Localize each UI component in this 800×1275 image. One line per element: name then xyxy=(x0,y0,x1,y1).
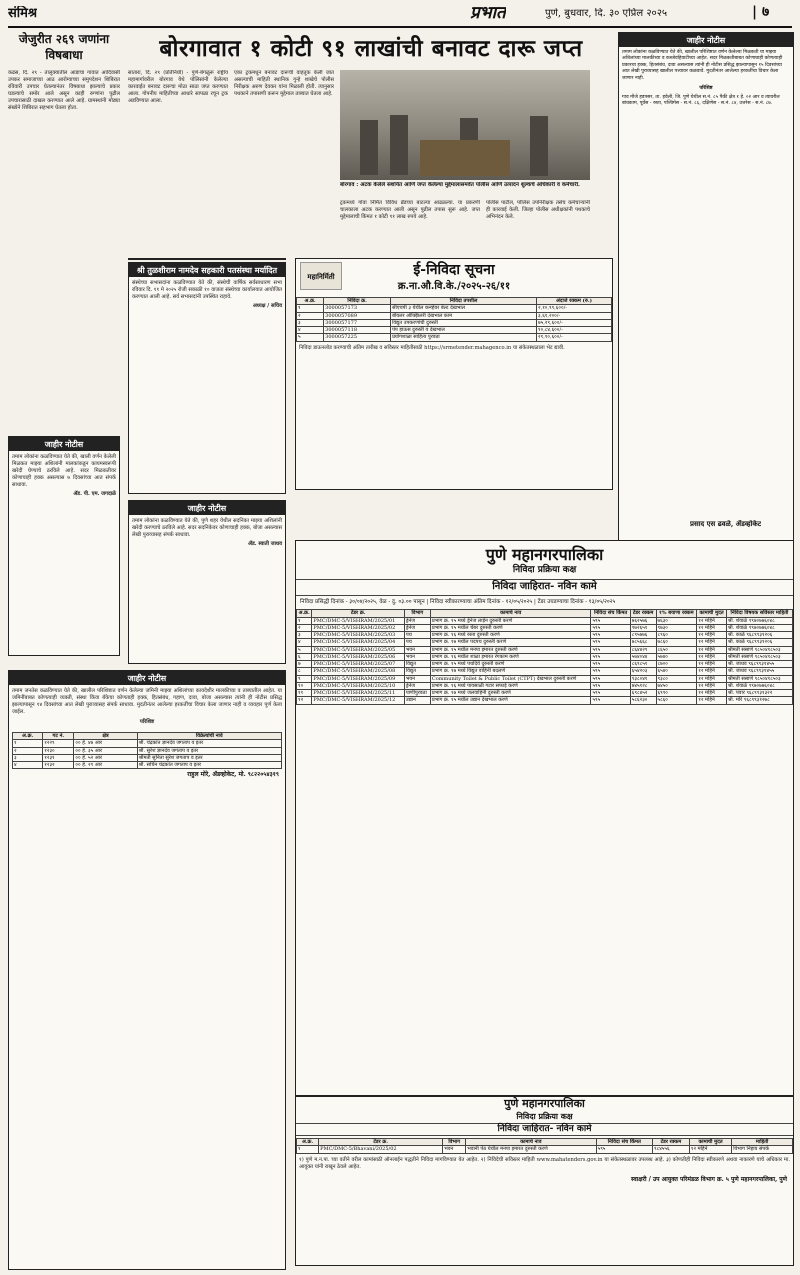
pmc-cell: PMC/DMC-5/VISHRAM/2025/11 xyxy=(312,690,404,697)
pmc-row xyxy=(297,690,793,697)
pmc-header-cell: विभाग xyxy=(404,610,430,617)
bottom-notice-sign: राहुल मोरे, ॲडव्होकेट, मो. ९८२२०५४३१९ xyxy=(187,771,279,779)
photo-caption: बोरगाव : अटक केलेले संशयित आणि जप्त केलेल्या मुद्देमालासमवेत पोलीस आणि उत्पादन शुल्कचे अधिकारी व कर्मचारी. xyxy=(340,182,580,188)
pmc-cell: ड्रेनेज xyxy=(404,682,430,689)
pmc-cell: ड्रेनेज xyxy=(404,617,430,624)
tender1-ref: क्र.ना.औ.वि.के./२०२५-२६/११ xyxy=(397,280,511,292)
tender1-cell: ४ xyxy=(297,327,324,334)
pmc-cell: श्रीमती ससाणे ९८५०४१८५०३ xyxy=(726,653,792,660)
pmc-cell: प्रभाग क्र. १६ मध्ये रस्ता दुरुस्ती करणे xyxy=(430,632,591,639)
bottom-notice-cell: १२३१ xyxy=(43,754,74,761)
tender1-cell: 3000057089 xyxy=(324,312,391,319)
pmc-cell: ७८५६६८ xyxy=(630,639,656,646)
credit-society-sign: अध्यक्ष / सचिव xyxy=(252,303,282,310)
pmc-cell: प्रभाग क्र. १५ मधील मनपा इमारत दुरुस्ती करणे xyxy=(430,646,591,653)
pmc2-sign: स्वाक्षरी / उप आयुक्त परिमंडळ विभाग क्र. ५ पुणे महानगरपालिका, पुणे xyxy=(630,1175,787,1183)
pmc-cell: ७ xyxy=(297,661,312,668)
pmc-cell: प्रभाग क्र. १७ मधील पदपथ दुरुस्ती करणे xyxy=(430,639,591,646)
left-story-body: कढस, दि. २९ - तालुक्यातील आडाचा गावात आदिवासी उपकर समाजाच्या आठ आरोग्याच्या समुपदेशन शिबिरात रविवारी उपचार घेतल्यानंतर विषबाधा झाल्याचे प्रकार घडल्याचे समोर आले असून काही रुग्णांना पुढील उपचारासाठी दाखल करण्यात आले आहे. ग्रामस्थांनी मोठ्या संख्येने शिबिरात सहभाग घेतला होता. xyxy=(8,70,120,112)
pmc-header-cell: टेंडर रक्कम xyxy=(630,610,656,617)
pmc-cell: १० xyxy=(297,682,312,689)
section-label: संमिश्र xyxy=(8,6,38,21)
pmc-cell: १२ महिने xyxy=(697,668,727,675)
pmc-cell: १२ महिने xyxy=(697,675,727,682)
pmc-cell: भवन xyxy=(404,646,430,653)
pmc-header-cell: निविदा संच किंमत xyxy=(591,610,630,617)
mahagenco-logo: महानिर्मिती xyxy=(300,262,342,290)
pmc-cell: Community Toilet & Public Toilet (CTPT) देखभाल दुरुस्ती करणे xyxy=(430,675,591,682)
main-story-col-2: एका ट्रकमधून बनावट दारूची वाहतूक केली जात असल्याची माहिती स्थानिक गुन्हे शाखेचे पोलीस निरीक्षक अरुण देवकर यांना मिळाली होती. त्यानुसार पथकाने तपासणी करून मुद्देमाल ताब्यात घेतला आहे. xyxy=(234,70,334,98)
pmc-cell: PMC/DMC-5/VISHRAM/2025/03 xyxy=(312,632,404,639)
pmc2-table xyxy=(296,1138,793,1154)
pmc-cell: ९७२६५१ xyxy=(630,624,656,631)
pmc-cell: ८६९८५१ xyxy=(630,661,656,668)
bottom-notice-row xyxy=(13,740,282,747)
tender1-header-cell: अ.क्र. xyxy=(297,298,324,305)
tender1-cell: १ xyxy=(297,305,324,312)
pmc-cell: ८९६० xyxy=(656,632,697,639)
pmc-cell: ७४५१२८ xyxy=(630,682,656,689)
pmc-cell: ५७४०४४ xyxy=(630,653,656,660)
pmc-cell: १२ महिने xyxy=(697,639,727,646)
tender1-cell: ३ xyxy=(297,319,324,326)
pmc-cell: ८६५० xyxy=(656,646,697,653)
pmc-cell: PMC/DMC-5/VISHRAM/2025/07 xyxy=(312,661,404,668)
tender1-row xyxy=(297,305,612,312)
pmc-cell: PMC/DMC-5/VISHRAM/2025/01 xyxy=(312,617,404,624)
news-photo xyxy=(340,70,590,180)
pmc-cell: ८७०० xyxy=(656,661,697,668)
tender1-cell: ७५,२९,६००/- xyxy=(537,319,612,326)
tender1-cell: २ xyxy=(297,312,324,319)
small-notice-title: जाहीर नोटीस xyxy=(129,501,285,515)
pmc-cell: ९ xyxy=(297,675,312,682)
pmc-cell: १२ महिने xyxy=(697,653,727,660)
pmc-cell: ३ xyxy=(297,632,312,639)
tender1-cell: ३,६१,२००/- xyxy=(537,312,612,319)
tender1-row xyxy=(297,334,612,341)
pmc-cell: श्री. जाधव ९६८९९३१४५५ xyxy=(726,668,792,675)
tender1-cell: 3000057177 xyxy=(324,319,391,326)
pmc-cell: १२ महिने xyxy=(697,661,727,668)
left-notice-body: तमाम लोकांना कळविण्यात येते की, खाली वर्णन केलेली मिळकत माझ्या अशिलांनी मालकांकडून कायमस्वरूपी खरेदी घेण्याचे ठरविले आहे. सदर मिळकतीवर कोणाचाही हक्क असल्यास ७ दिवसांच्या आत संपर्क साधावा. xyxy=(12,454,116,489)
bottom-notice-cell: श्री. सुरेश ज्ञानदेव जगताप व इतर xyxy=(137,747,281,754)
pmc-header-cell: कामाचे नाव xyxy=(430,610,591,617)
pmc-cell: ८ xyxy=(297,668,312,675)
pmc-cell: ५९५ xyxy=(591,632,630,639)
pmc-banner: निविदा जाहिरात- नविन कामे xyxy=(296,579,793,596)
right-notice-schedule-title: परिशिष्ट xyxy=(699,85,713,92)
pmc-cell: ४ xyxy=(297,639,312,646)
pmc-cell: ११ xyxy=(297,690,312,697)
right-public-notice xyxy=(618,32,794,542)
credit-society-title: श्री तुळशीराम नामदेव सहकारी पतसंस्था मर्यादित xyxy=(129,263,285,277)
pmc-cell: ५९५ xyxy=(591,646,630,653)
credit-society-body: संस्थेच्या सभासदांना कळविण्यात येते की, संस्थेची वार्षिक सर्वसाधारण सभा रविवार दि. ११ मे २०२५ रोजी सकाळी १० वाजता संस्थेच्या कार्यालयात आयोजित करण्यात आली आहे. सर्व सभासदांनी उपस्थित राहावे. xyxy=(132,280,282,301)
pmc-cell: PMC/DMC-5/VISHRAM/2025/10 xyxy=(312,682,404,689)
bottom-notice-cell: १ xyxy=(13,740,43,747)
pmc2-header-cell: टेंडर क्र. xyxy=(319,1139,443,1146)
pmc-cell: ६ xyxy=(297,653,312,660)
pmc-cell: ५९५ xyxy=(591,653,630,660)
pmc-cell: १२ महिने xyxy=(697,646,727,653)
pmc-cell: ५९५ xyxy=(591,675,630,682)
pmc-cell: PMC/DMC-5/VISHRAM/2025/02 xyxy=(312,624,404,631)
pmc-cell: विद्युत xyxy=(404,668,430,675)
small-notice-body: तमाम लोकांना कळविण्यात येते की, पुणे शहर येथील सदनिका माझ्या अशिलांनी खरेदी करण्याचे ठरविले आहे. सदर सदनिकेवर कोणाचाही हक्क, बोजा असल्यास लेखी पुराव्यासह संपर्क साधावा. xyxy=(132,518,282,539)
pmc-cell: १२ महिने xyxy=(697,632,727,639)
bottom-notice-cell: श्री. चंद्रकांत ज्ञानदेव जगताप व इतर xyxy=(137,740,281,747)
pmc-row xyxy=(297,646,793,653)
bottom-notice-body: तमाम जनतेस कळविण्यात येते की, खालील परिशिष्टात वर्णन केलेल्या जमिनी माझ्या अशिलांच्या कायदेशीर मालकीच्या व ताब्यातील आहेत. या जमिनींबाबत कोणत्याही व्यक्ती, संस्था किंवा बँकेचा कोणताही हक्क, हितसंबंध, गहाण, दावा, बोजा असल्यास त्यांनी ही नोटीस प्रसिद्ध झाल्यापासून १४ दिवसांच्या आत लेखी पुराव्यासह संपर्क साधावा. मुदतीनंतर आलेल्या हरकतींचा विचार केला जाणार नाही व व्यवहार पूर्ण केला जाईल. xyxy=(12,688,282,716)
pmc-cell: ५८६० xyxy=(656,697,697,704)
pmc-cell: प्रभाग क्र. १६ मधील शाळा इमारत रंगकाम करणे xyxy=(430,653,591,660)
bottom-notice-cell: २ xyxy=(13,747,43,754)
tender1-cell: 3000057225 xyxy=(324,334,391,341)
pmc-cell: ९३८०४१ xyxy=(630,675,656,682)
pmc-cell: ड्रेनेज xyxy=(404,624,430,631)
pmc-cell: १२ महिने xyxy=(697,624,727,631)
tender1-row xyxy=(297,312,612,319)
pmc-row xyxy=(297,653,793,660)
pmc-cell: ७६३० xyxy=(656,617,697,624)
bottom-notice-cell: ०० हे. २९ आर xyxy=(74,762,137,769)
tender1-cell: बॉयलर ऑक्झिलरी देखभाल काम xyxy=(391,312,537,319)
tender1-cell: २,१०,९९,६००/- xyxy=(537,305,612,312)
bottom-notice-row xyxy=(13,762,282,769)
pmc-row xyxy=(297,697,793,704)
pmc2-cell: PMC/DMC-5/Bhavani/2025/02 xyxy=(319,1146,443,1153)
pmc-cell: प्रभाग क्र. १५ मध्ये ड्रेनेज लाईन दुरुस्ती करणे xyxy=(430,617,591,624)
pmc-cell: ७६२५७६ xyxy=(630,617,656,624)
pmc-cell: ५८६२३० xyxy=(630,697,656,704)
pmc-cell: प्रभाग क्र. १७ मध्ये विद्युत वाहिनी बदलणे xyxy=(430,668,591,675)
bottom-notice-table xyxy=(12,732,282,769)
pmc-row xyxy=(297,639,793,646)
tender1-header-cell: निविदा तपशील xyxy=(391,298,537,305)
right-notice-stamp: प्रसाद एस ढवळे, ॲडव्होकेट xyxy=(690,520,762,528)
pmc-dates: निविदा प्रसिद्धी दिनांक - ३०/०४/२०२५, वेळ - दु. ०३.०० पासून | निविदा स्वीकारण्याचा अंतिम दिनांक - १२/०५/२०२५ | टेंडर उघडण्याचा दिनांक - १३/०५/२०२५ xyxy=(300,598,616,605)
pmc-row xyxy=(297,624,793,631)
pmc2-header-cell: कामाचे नाव xyxy=(466,1139,596,1146)
pmc-cell: PMC/DMC-5/VISHRAM/2025/05 xyxy=(312,646,404,653)
small-public-notice xyxy=(128,500,286,664)
pmc-cell: भवन xyxy=(404,653,430,660)
pmc2-header-cell: विभाग xyxy=(443,1139,466,1146)
pmc-cell: १ xyxy=(297,617,312,624)
pmc-cell: श्री. काळे ९६८९९३१२०६ xyxy=(726,639,792,646)
pmc-cell: ९३८० xyxy=(656,675,697,682)
pmc-cell: ५९५ xyxy=(591,617,630,624)
main-story-col-4: पोलीस पाटील, पोलिस उपनिरीक्षक तसेच कर्मचाऱ्यांनी ही कारवाई केली. जिल्हा पोलीस अधीक्षकांनी पथकाचे अभिनंदन केले. xyxy=(486,200,590,221)
pmc-header-cell: १% बयाणा रक्कम xyxy=(656,610,697,617)
pmc-cell: ६५४२०३ xyxy=(630,668,656,675)
pmc-tender-notice xyxy=(295,540,794,1096)
tender1-cell: पंप हाऊस दुरुस्ती व देखभाल xyxy=(391,327,537,334)
pmc-cell: श्री. मोरे ९६८९९३१२७८ xyxy=(726,697,792,704)
right-notice-title: जाहीर नोटीस xyxy=(619,33,793,47)
pmc2-header-cell: कामाची मुदत xyxy=(689,1139,731,1146)
tender1-cell: 3000057118 xyxy=(324,327,391,334)
tender1-row xyxy=(297,327,612,334)
pmc-cell: श्रीमती ससाणे ९८५०४१८५०३ xyxy=(726,646,792,653)
bottom-notice-cell: ०० हे. ४७ आर xyxy=(74,740,137,747)
pmc-subtitle: निविदा प्रक्रिया कक्ष xyxy=(512,565,577,575)
pmc2-notes: १) पुणे म.न.पा. च्या वतीने वरील कामांसाठी ऑनलाईन पद्धतीने निविदा मागविण्यात येत आहेत. २) निविदेची सविस्तर माहिती www.mahatenders.gov.in या संकेतस्थळावर उपलब्ध आहे. ३) कोणतीही निविदा स्वीकारणे अथवा नाकारणे याचे अधिकार मा. आयुक्त यांनी राखून ठेवले आहेत. xyxy=(299,1156,790,1170)
pmc-cell: १२ महिने xyxy=(697,690,727,697)
tender1-cell: सीएचपी ३ येथील कन्व्हेयर बेल्ट देखभाल xyxy=(391,305,537,312)
pmc-cell: प्रभाग क्र. १५ मध्ये पथदिवे दुरुस्ती करणे xyxy=(430,661,591,668)
main-headline: बोरगावात १ कोटी ९१ लाखांची बनावट दारू जप्त xyxy=(159,35,583,62)
bottom-notice-row xyxy=(13,747,282,754)
bottom-notice-row xyxy=(13,754,282,761)
bottom-notice-cell: ०० हे. ३५ आर xyxy=(74,747,137,754)
tender1-title: ई-निविदा सूचना xyxy=(413,262,495,278)
left-public-notice xyxy=(8,436,120,656)
pmc2-cell: विभाग निहाय संपर्क xyxy=(732,1146,793,1153)
pmc-cell: ६९८४५२ xyxy=(630,690,656,697)
pmc-cell: श्री. पवार ९६८९९३१३२२ xyxy=(726,690,792,697)
pmc-cell: ५९५ xyxy=(591,682,630,689)
left-story-title: जेजुरीत २६९ जणांना विषबाधा xyxy=(18,32,110,62)
pmc-cell: ७४५० xyxy=(656,682,697,689)
pmc2-cell: १२ महिने xyxy=(689,1146,731,1153)
pmc2-title: पुणे महानगरपालिका xyxy=(504,1097,585,1110)
pmc2-subtitle: निविदा प्रक्रिया कक्ष xyxy=(516,1110,573,1121)
pmc-cell: ८६४४२९ xyxy=(630,646,656,653)
pmc2-header-cell: निविदा संच किंमत xyxy=(596,1139,652,1146)
main-story-col-1: सातारा, दि. २९ (प्रतिनिधी) - पुणे-बेंगळुरू राष्ट्रीय महामार्गावरील बोरगाव येथे पोलिसांनी केलेल्या कारवाईत बनावट दारूचा मोठा साठा जप्त करण्यात आला. गोपनीय माहितीच्या आधारे सापळा रचून ट्रक अडविण्यात आला. xyxy=(128,70,228,105)
right-notice-schedule: गाव मौजे हडपसर, ता. हवेली, जि. पुणे येथील स.नं. ८५ पैकी क्षेत्र १ हे. ०२ आर व त्यावरील बांधकाम, पूर्वेस - रस्ता, पश्चिमेस - स.नं. ८६, दक्षिणेस - स.नं. ८४, उत्तरेस - स.नं. ८७. xyxy=(622,94,780,107)
pmc2-cell: ५९५ xyxy=(596,1146,652,1153)
pmc-cell: पाणीपुरवठा xyxy=(404,690,430,697)
bottom-notice-title: जाहीर नोटीस xyxy=(9,671,285,685)
pmc-cell: PMC/DMC-5/VISHRAM/2025/09 xyxy=(312,675,404,682)
tender1-row xyxy=(297,319,612,326)
pmc2-header-cell: अ.क्र. xyxy=(297,1139,319,1146)
pmc2-cell: भवन xyxy=(443,1146,466,1153)
pmc-table xyxy=(296,609,793,704)
pmc-cell: श्री. जाधव ९६८९९३१४५५ xyxy=(726,661,792,668)
bottom-notice-cell: श्रीमती सुनिता सुरेश जगताप व इतर xyxy=(137,754,281,761)
tender1-cell: विद्युत उपकरणांची दुरुस्ती xyxy=(391,319,537,326)
pmc-header-cell: अ.क्र. xyxy=(297,610,312,617)
pmc-cell: श्री. शेवाळे ९९७०७७६०४८ xyxy=(726,617,792,624)
bottom-notice-cell: ४ xyxy=(13,762,43,769)
pmc2-cell: भवानी पेठ येथील मनपा इमारत दुरुस्ती करणे xyxy=(466,1146,596,1153)
pmc-title: पुणे महानगरपालिका xyxy=(485,545,604,564)
pmc-row xyxy=(297,682,793,689)
pmc2-cell: १ xyxy=(297,1146,319,1153)
pmc-cell: श्रीमती ससाणे ९८५०४१८५०३ xyxy=(726,675,792,682)
pmc-cell: ५९५ xyxy=(591,668,630,675)
pmc-cell: १२ xyxy=(297,697,312,704)
pmc-header-cell: कामाची मुदत xyxy=(697,610,727,617)
pmc-header-cell: निविदा विषयक सविस्तर माहिती xyxy=(726,610,792,617)
pmc-row xyxy=(297,675,793,682)
tender1-cell: ५ xyxy=(297,334,324,341)
pmc2-header-cell: माहिती xyxy=(732,1139,793,1146)
pmc-row xyxy=(297,668,793,675)
bottom-notice-cell: १२२९ xyxy=(43,740,74,747)
pmc-cell: PMC/DMC-5/VISHRAM/2025/04 xyxy=(312,639,404,646)
pmc-cell: ५९५ xyxy=(591,697,630,704)
pmc2-header-cell: टेंडर रक्कम xyxy=(653,1139,690,1146)
pmc-cell: भवन xyxy=(404,675,430,682)
pmc-row xyxy=(297,632,793,639)
pmc-cell: पथ xyxy=(404,639,430,646)
pmc-cell: PMC/DMC-5/VISHRAM/2025/06 xyxy=(312,653,404,660)
left-notice-sign: ॲड. पी. एम. जगदाळे xyxy=(73,491,116,498)
pmc-cell: ५ xyxy=(297,646,312,653)
bottom-notice-cell: १२३० xyxy=(43,747,74,754)
credit-society-notice xyxy=(128,262,286,494)
pmc-cell: श्री. शेवाळे ९९७०७७६०४८ xyxy=(726,682,792,689)
pmc2-cell: ९८४५५६ xyxy=(653,1146,690,1153)
main-story-col-3: ट्रकमध्ये गोवा निर्मित विविध ब्रँडच्या बाटल्या आढळल्या. या प्रकरणी चालकाला अटक करण्यात आली असून पुढील तपास सुरू आहे. जप्त मुद्देमालाची किंमत १ कोटी ९१ लाख रुपये आहे. xyxy=(340,200,480,221)
bottom-notice-cell: ३ xyxy=(13,754,43,761)
pmc-cell: प्रभाग क्र. १६ मध्ये पावसाळी गटार सफाई करणे xyxy=(430,682,591,689)
bottom-notice-header-cell: अ.क्र. xyxy=(13,733,43,740)
tender1-cell: प्रयोगशाळा साहित्य पुरवठा xyxy=(391,334,537,341)
pmc-cell: ५९५ xyxy=(591,690,630,697)
pmc-cell: श्री. शेवाळे ९९७०७७६०४८ xyxy=(726,624,792,631)
pmc-cell: ६९९० xyxy=(656,690,697,697)
pmc-cell: १२ महिने xyxy=(697,697,727,704)
pmc2-row xyxy=(297,1146,793,1153)
bottom-notice-cell: १२३२ xyxy=(43,762,74,769)
right-notice-body: तमाम लोकांना कळविण्यात येते की, खालील परिशिष्टात वर्णन केलेल्या मिळकती या माझ्या अशिलांच्या मालकीच्या व कब्जेवहिवाटीच्या आहेत. सदर मिळकतीबाबत कोणाचाही कोणत्याही प्रकारचा हक्क, हितसंबंध, दावा असल्यास त्यांनी ही नोटीस प्रसिद्ध झाल्यापासून १५ दिवसांच्या आत लेखी पुराव्यासह खालील पत्त्यावर कळवावे. मुदतीनंतर आलेल्या हरकतींचा विचार केला जाणार नाही. xyxy=(622,50,783,81)
pmc2-banner: निविदा जाहिरात- नविन कामे xyxy=(296,1123,793,1136)
mahagenco-tender xyxy=(295,258,613,490)
pmc-cell: प्रभाग क्र. १७ मध्ये जलवाहिनी दुरुस्ती करणे xyxy=(430,690,591,697)
bottom-notice-header-cell: विक्रेत्यांची नावे xyxy=(137,733,281,740)
pmc-cell: ५९५ xyxy=(591,661,630,668)
pmc-cell: ५९५ xyxy=(591,624,630,631)
pmc-cell: उद्यान xyxy=(404,697,430,704)
bottom-notice-cell: श्री. सचिन चंद्रकांत जगताप व इतर xyxy=(137,762,281,769)
pmc-cell: PMC/DMC-5/VISHRAM/2025/08 xyxy=(312,668,404,675)
bottom-notice-header-cell: क्षेत्र xyxy=(74,733,137,740)
pmc-cell: विद्युत xyxy=(404,661,430,668)
tender1-cell: २१,९०,६००/- xyxy=(537,334,612,341)
tender1-cell: 3000057173 xyxy=(324,305,391,312)
pmc-cell: ८९५७७६ xyxy=(630,632,656,639)
page-number: | ७ xyxy=(752,4,770,20)
newspaper-logo: प्रभात xyxy=(470,3,506,23)
bottom-public-notice xyxy=(8,670,286,1270)
pmc-cell: प्रभाग क्र. १५ मधील चेंबर दुरुस्ती करणे xyxy=(430,624,591,631)
pmc-cell: प्रभाग क्र. १५ मधील उद्यान देखभाल करणे xyxy=(430,697,591,704)
bottom-notice-header-cell: गट नं. xyxy=(43,733,74,740)
pmc-cell: १२ महिने xyxy=(697,617,727,624)
tender1-footer: निविदा डाऊनलोड करण्याची अंतिम तारीख व सविस्तर माहितीसाठी https://srmetender.mahagenco.in या संकेतस्थळाला भेट द्यावी. xyxy=(299,344,565,351)
pmc-cell: २ xyxy=(297,624,312,631)
bottom-notice-cell: ०० हे. ५२ आर xyxy=(74,754,137,761)
small-notice-sign: ॲड. स्वाती जाधव xyxy=(248,541,282,548)
tender1-cell: १०,८४,६००/- xyxy=(537,327,612,334)
pmc-cell: पथ xyxy=(404,632,430,639)
tender1-table xyxy=(296,297,612,342)
bottom-notice-schedule-title: परिशिष्ट xyxy=(139,719,155,726)
pmc-cell: ५७४० xyxy=(656,653,697,660)
pmc-row xyxy=(297,617,793,624)
tender1-header-cell: निविदा क्र. xyxy=(324,298,391,305)
pmc-cell: ५९५ xyxy=(591,639,630,646)
pmc-header-cell: टेंडर क्र. xyxy=(312,610,404,617)
tender1-header-cell: अंदाजे रक्कम (रु.) xyxy=(537,298,612,305)
pmc-cell: ९७३० xyxy=(656,624,697,631)
pmc-cell: ६५४० xyxy=(656,668,697,675)
pmc-cell: १२ महिने xyxy=(697,682,727,689)
issue-date: पुणे, बुधवार, दि. ३० एप्रिल २०२५ xyxy=(545,8,668,19)
left-notice-title: जाहीर नोटीस xyxy=(9,437,119,451)
pmc-cell: ७८६० xyxy=(656,639,697,646)
pmc-row xyxy=(297,661,793,668)
pmc-cell: PMC/DMC-5/VISHRAM/2025/12 xyxy=(312,697,404,704)
pmc-cell: श्री. काळे ९६८९९३१२०६ xyxy=(726,632,792,639)
pmc-tender-notice-2 xyxy=(295,1096,794,1266)
header-divider xyxy=(8,26,792,28)
